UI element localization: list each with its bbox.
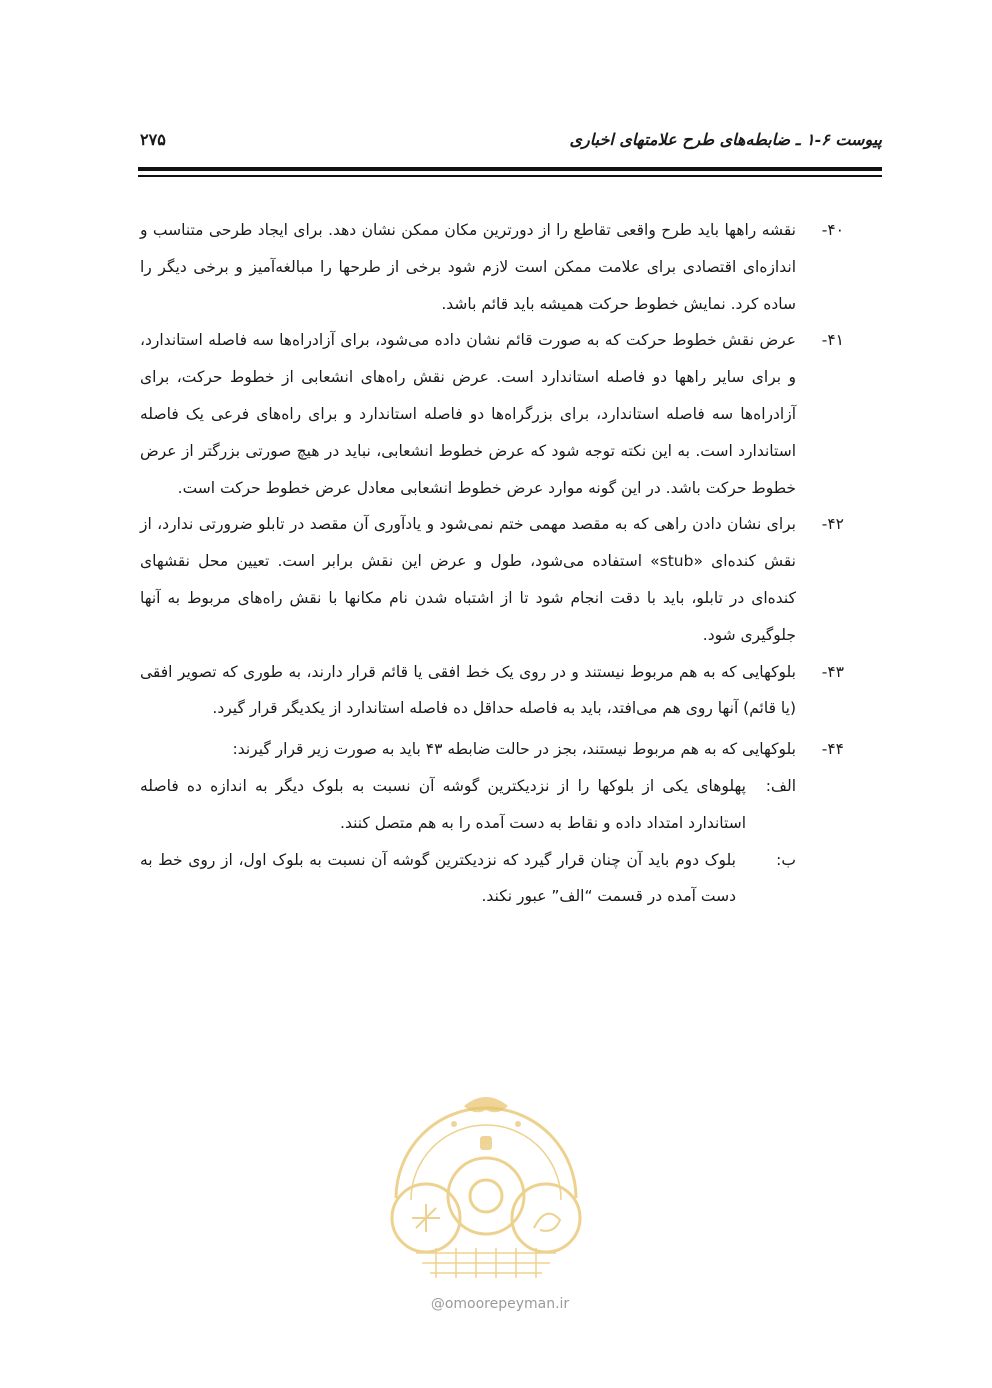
clause-41: [140, 322, 844, 506]
running-title: پیوست ۶-۱ ـ ضابطه‌های طرح علامتهای اخباری: [569, 130, 882, 149]
clause-number: ۴۳-: [821, 662, 844, 681]
clause-number: ۴۰-: [821, 221, 844, 239]
clause-text: برای نشان دادن راهی که به مقصد مهمی ختم نمی‌شود و یادآوری آن مقصد در تابلو ضرورتی ندارد، از نقش کنده‌ای «stub» استفاده می‌شود، طول و عرض این نقش برابر است. تعیین محل نقشهای کنده‌ای در تابلو، باید با دقت انجام شود تا از اشتباه شدن نام مکانها با نقش راه‌های مربوط به آنها جلوگیری شود.: [140, 515, 796, 644]
clause-number: ۴۴-: [821, 740, 844, 759]
subclause-be: [140, 842, 796, 916]
body-text: [140, 212, 844, 915]
watermark-logo: [356, 1078, 616, 1288]
subclause-label: ب:: [776, 850, 796, 869]
subclause-text: بلوک دوم باید آن چنان قرار گیرد که نزدیکترین گوشه آن نسبت به بلوک اول، از روی خط به دست آمده در قسمت “الف” عبور نکند.: [140, 850, 736, 906]
clause-43: [140, 654, 844, 728]
clause-42: [140, 506, 844, 653]
header-rule-thin: [138, 175, 882, 177]
subclause-label: الف:: [765, 776, 796, 795]
clause-44: [140, 731, 844, 915]
watermark-url: @omoorepeyman.ir: [430, 1296, 570, 1312]
subclause-alef: [140, 768, 796, 842]
clause-text: بلوکهایی که به هم مربوط نیستند، بجز در حالت ضابطه ۴۳ باید به صورت زیر قرار گیرند:: [232, 740, 796, 759]
subclause-text: پهلوهای یکی از بلوکها را از نزدیکترین گوشه آن نسبت به بلوک دیگر به اندازه ده فاصله استاندارد امتداد داده و نقاط به دست آمده را به هم متصل کنند.: [140, 776, 746, 832]
clause-text: بلوکهایی که به هم مربوط نیستند و در روی یک خط افقی یا قائم قرار دارند، به طوری که تصویر افقی (یا قائم) آنها روی هم می‌افتد، باید به فاصله حداقل ده فاصله استاندارد از یکدیگر قرار گیرد.: [140, 662, 796, 718]
clause-number: ۴۱-: [821, 331, 844, 350]
clause-text: نقشه راهها باید طرح واقعی تقاطع را از دورترین مکان ممکن نشان دهد. برای ایجاد طرحی متناسب و اندازه‌ای اقتصادی برای علامت ممکن است لازم شود برخی از طرحها را مبالغه‌آمیز و برخی دیگر را ساده کرد. نمایش خطوط حرکت همیشه باید قائم باشد.: [140, 221, 796, 313]
page-header: [138, 126, 882, 160]
header-rule-thick: [138, 167, 882, 171]
clause-40: [140, 212, 844, 322]
clause-number: ۴۲-: [821, 515, 844, 534]
page-number: ۲۷۵: [140, 130, 166, 149]
watermark-seal-icon: [356, 1078, 616, 1288]
clause-text: عرض نقش خطوط حرکت که به صورت قائم نشان داده می‌شود، برای آزادراه‌ها سه فاصله استاندارد، و برای سایر راهها دو فاصله استاندارد است. عرض نقش راه‌های انشعابی از خطوط حرکت، برای آزادراه‌ها سه فاصله استاندارد، برای بزرگراه‌ها دو فاصله استاندارد و برای راه‌های فرعی یک فاصله استاندارد است. به این نکته توجه شود که عرض خطوط انشعابی، نباید در هیچ صورتی بزرگتر از عرض خطوط حرکت باشد. در این گونه موارد عرض خطوط انشعابی معادل عرض خطوط حرکت است.: [140, 331, 796, 497]
